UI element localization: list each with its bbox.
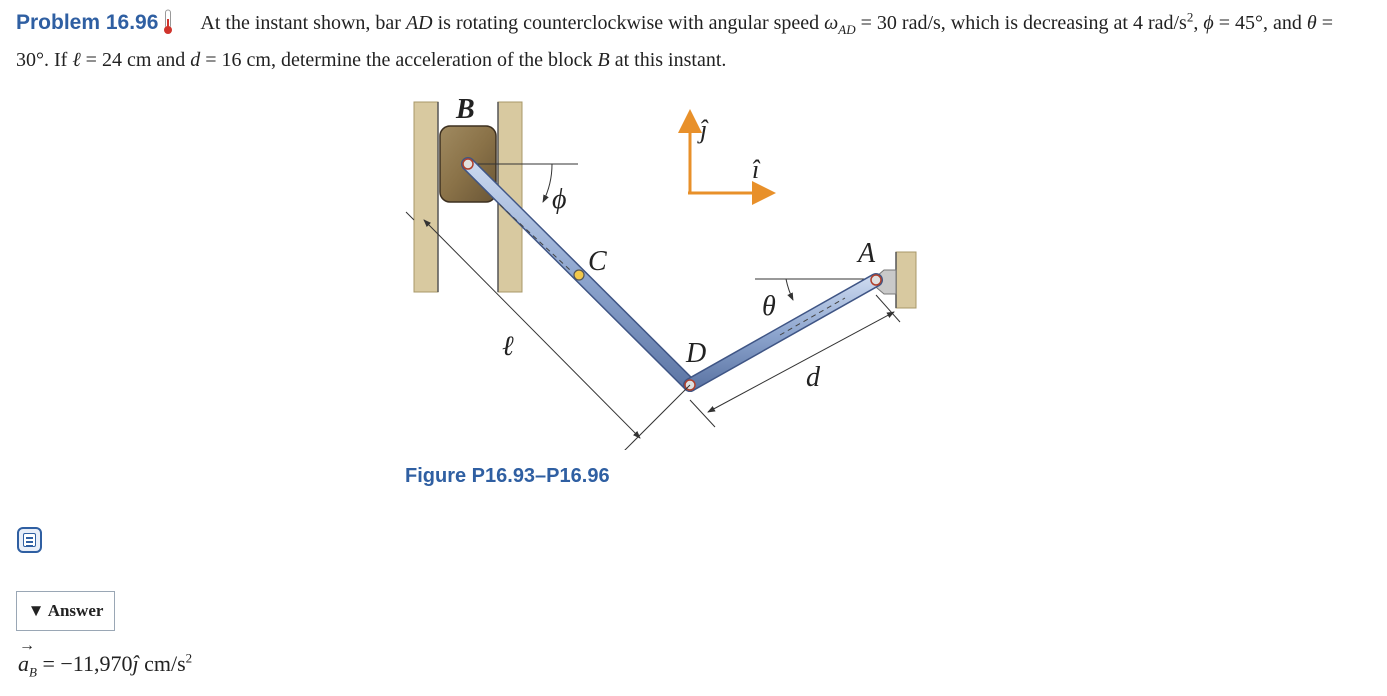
answer-sub: B	[29, 664, 37, 680]
text-segment: = 30°. If	[16, 12, 1333, 71]
point-c	[574, 270, 584, 280]
text-segment: = 16 cm, determine the acceleration of the block	[200, 49, 598, 71]
figure-caption: Figure P16.93–P16.96	[405, 465, 610, 487]
math-var: ω	[824, 12, 839, 34]
answer-value	[18, 637, 193, 680]
left-guide-wall	[414, 102, 438, 292]
text-segment: ,	[1193, 12, 1204, 34]
label-d: D	[686, 338, 707, 369]
text-segment: = 24 cm and	[80, 49, 191, 71]
answer-toggle-button[interactable]: ▼ Answer	[16, 591, 115, 631]
label-d-dim: d	[806, 362, 820, 393]
answer-unit-vector: ĵ	[132, 651, 139, 676]
math-var: AD	[405, 12, 433, 34]
math-sup: 2	[1186, 9, 1194, 25]
math-sub: AD	[838, 22, 856, 37]
answer-unit-sup: 2	[185, 650, 193, 666]
wall-a	[896, 252, 916, 308]
notes-icon[interactable]	[17, 527, 42, 553]
text-segment: = 45°, and	[1213, 12, 1307, 34]
math-var: ℓ	[72, 49, 81, 71]
label-b: B	[456, 94, 475, 125]
label-c: C	[588, 246, 607, 277]
problem-statement	[16, 4, 1356, 79]
answer-number: = −11,970	[36, 651, 133, 676]
difficulty-thermometer-icon	[162, 9, 174, 35]
math-var: d	[190, 49, 201, 71]
label-theta: θ	[762, 291, 776, 322]
label-ell: ℓ	[502, 331, 514, 362]
math-var: θ	[1306, 12, 1317, 34]
text-segment: is rotating counterclockwise with angular speed	[432, 12, 825, 34]
text-segment: at this instant.	[609, 49, 727, 71]
answer-vec-symbol: a	[18, 651, 29, 676]
label-a: A	[858, 238, 876, 269]
answer-unit: cm/s	[138, 651, 186, 676]
mechanism-diagram	[400, 90, 930, 450]
text-segment: = 30 rad/s, which is decreasing at 4 rad/s	[855, 12, 1187, 34]
mechanism-figure	[400, 90, 930, 450]
math-var: B	[597, 49, 610, 71]
label-j: ĵ	[700, 115, 708, 144]
problem-title: Problem 16.96	[16, 11, 159, 34]
label-phi: ϕ	[552, 184, 567, 215]
text-segment: At the instant shown, bar	[200, 12, 406, 34]
answer-vector: → a	[18, 637, 35, 676]
math-var: ϕ	[1203, 12, 1214, 34]
label-i: î	[752, 155, 760, 184]
